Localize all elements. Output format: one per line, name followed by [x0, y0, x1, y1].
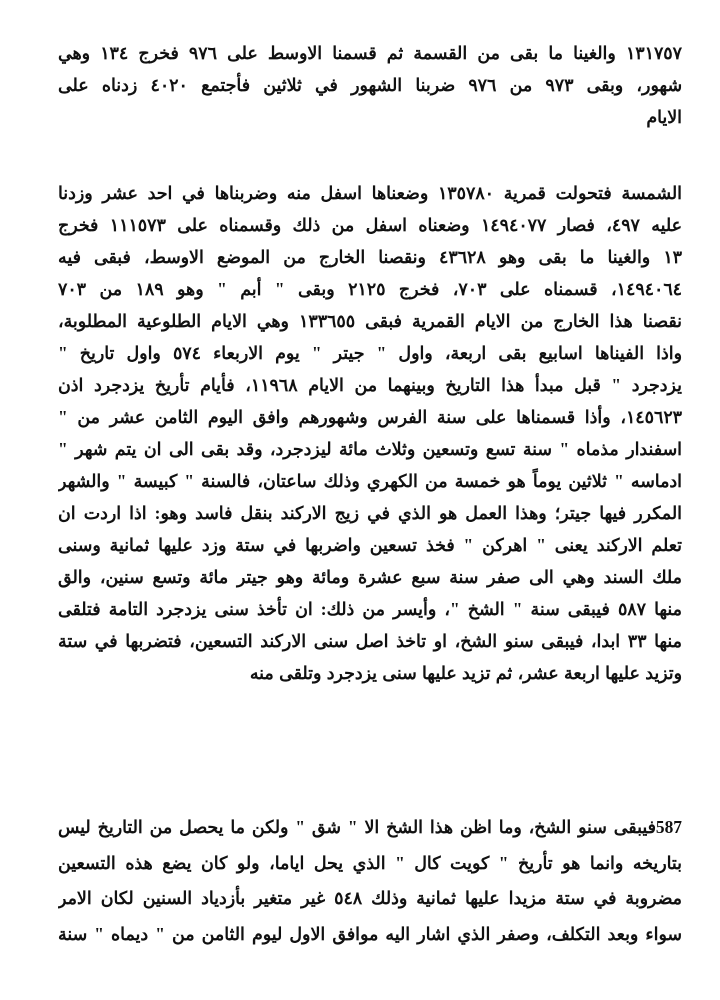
text-line: ملك السند وهي الى صفر سنة سبع عشرة ومائة وهو جيتر مائة وتسع سنين، والق	[58, 567, 682, 587]
text-line: مضروبة في ستة مزيدا عليها ثمانية وذلك ٥٤٨ غير متغير بأزدياد السنين لكان الامر	[58, 888, 682, 908]
text-line: سواء وبعد التكلف، وصفر الذي اشار اليه موافق الاول ليوم الثامن من " ديماه " سنة	[58, 923, 682, 944]
text-line: ١٤٩٤٠٦٤، قسمناه على ٧٠٣، فخرج ٢١٢٥ وبقى " أبم " وهو ١٨٩ من ٧٠٣	[58, 279, 682, 299]
paragraph-1	[58, 37, 682, 133]
text-line: واذا الفيناها اسابيع بقى اربعة، واول " جيتر " يوم الاربعاء ٥٧٤ واول تاريخ "	[58, 343, 682, 363]
text-line: ١٤٥٦٢٣، وأذا قسمناها على سنة الفرس وشهورهم وافق اليوم الثامن عشر من "	[58, 407, 682, 427]
text-line: منها ٣٣ ابدا، فيبقى سنو الشخ، او تاخذ اصل سنى الاركند التسعين، فتضربها في ستة	[58, 631, 682, 651]
text-line: ١٣ والغينا ما بقى وهو ٤٣٦٢٨ ونقصنا الخارج من الموضع الاوسط، فبقى فيه	[58, 247, 682, 267]
text-line: نقصنا هذا الخارج من الايام القمرية فبقى ١٣٣٦٥٥ وهي الايام الطلوعية المطلوبة،	[58, 311, 682, 331]
text-line: الايام	[646, 107, 682, 127]
text-line: يزدجرد " قبل مبدأ هذا التاريخ وبينهما من الايام ١١٩٦٨، فأيام تأريخ يزدجرد اذن	[58, 375, 682, 395]
text-line: عليه ٤٩٧، فصار ١٤٩٤٠٧٧ وضعناه اسفل من ذلك وقسمناه على ١١١٥٧٣ فخرج	[58, 215, 682, 235]
text-line: شهور، وبقى ٩٧٣ من ٩٧٦ ضربنا الشهور في ثلاثين فأجتمع ٤٠٢٠ زدناه على	[58, 75, 682, 95]
text-line: تعلم الاركند يعنى " اهركن " فخذ تسعين واضربها في ستة وزد عليها ثمانية وسنى	[58, 535, 682, 555]
paragraph-2	[58, 177, 682, 689]
text-line: وتزيد عليها اربعة عشر، ثم تزيد عليها سنى يزدجرد وتلقى منه	[249, 663, 682, 683]
text-line: المكرر فيها جيتر؛ وهذا العمل هو الذي في زيج الاركند بنقل فاسد وهو: اذا اردت ان	[58, 503, 682, 523]
text-line: الشمسة فتحولت قمرية ١٣٥٧٨٠ وضعناها اسفل منه وضربناها في احد عشر وزدنا	[58, 183, 682, 203]
text-line: اسفندار مذماه " سنة تسع وتسعين وثلاث مائة ليزدجرد، وقد بقى الى ان يتم شهر "	[58, 439, 682, 459]
text-line: 587فيبقى سنو الشخ، وما اظن هذا الشخ الا " شق " ولكن ما يحصل من التاريخ ليس	[58, 817, 682, 837]
text-line: ادماسه " ثلاثين يوماً هو خمسة من الكهري وذلك ساعتان، فالسنة " كبيسة " والشهر	[58, 471, 682, 491]
text-line: بتاريخه وانما هو تأريخ " كويت كال " الذي يحل اياما، ولو كان يضع هذه التسعين	[58, 852, 682, 873]
text-line: ١٣١٧٥٧ والغينا ما بقى من القسمة ثم قسمنا الاوسط على ٩٧٦ فخرج ١٣٤ وهي	[58, 43, 682, 63]
paragraph-3	[58, 810, 682, 952]
text-line: منها ٥٨٧ فيبقى سنة " الشخ "، وأيسر من ذلك: ان تأخذ سنى يزدجرد التامة فتلقى	[58, 599, 682, 619]
